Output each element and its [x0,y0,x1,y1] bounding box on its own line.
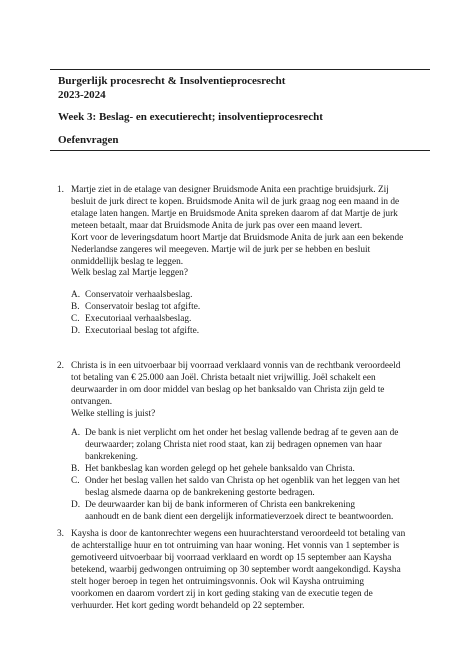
question-line: de achterstallige huur en tot ontruiming van haar woning. Het vonnis van 1 september is [71,541,400,551]
course-title: Burgerlijk procesrecht & Insolventieprocesrecht [58,75,286,87]
option-letter: B. [71,302,80,312]
question-line: Martje ziet in de etalage van designer Bruidsmode Anita een prachtige bruidsjurk. Zij [71,185,389,195]
question-number: 2. [57,361,64,371]
option-text: beslag alsmede daarna op de bankrekening gestorte bedragen. [85,488,315,498]
question-line: etalage laten hangen. Martje en Bruidsmode Anita spreken daarom af dat Martje de jurk [71,209,398,219]
question-line: tot betaling van € 25.000 aan Joël. Christa betaalt niet vrijwillig. Joël schakelt een [71,373,376,383]
academic-year: 2023-2024 [58,89,106,101]
option-letter: C. [71,314,80,324]
option-letter: B. [71,464,80,474]
option-text: De deurwaarder kan bij de bank informeren of Christa een bankrekening [85,500,356,510]
question-line: onmiddellijk beslag te leggen. [71,257,184,267]
question-line: Christa is in een uitvoerbaar bij voorraad verklaard vonnis van de rechtbank veroordeeld [71,361,401,371]
option-text: Executoriaal beslag tot afgifte. [85,326,200,336]
option-letter: A. [71,290,81,300]
option-text: aanhoudt en de bank dient een dergelijk informatieverzoek direct te beantwoorden. [85,512,394,522]
question-number: 1. [57,185,64,195]
option-text: De bank is niet verplicht om het onder het beslag vallende bedrag af te geven aan de [85,428,399,438]
option-text: Conservatoir beslag tot afgifte. [85,302,201,312]
option-text: Executoriaal verhaalsbeslag. [85,314,192,324]
option-text: Conservatoir verhaalsbeslag. [85,290,193,300]
question-line: verhuurder. Het kort geding wordt behandeld op 22 september. [71,601,305,611]
week-title: Week 3: Beslag- en executierecht; insolventieprocesrecht [58,111,323,123]
option-text: Het bankbeslag kan worden gelegd op het gehele banksaldo van Christa. [85,464,355,474]
question-line: ontvangen. [71,397,113,407]
question-line: meteen betaalt, maar dat Bruidsmode Anita de jurk pas over een maand levert. [71,221,363,231]
question-line: Nederlandse zangeres wil meegeven. Martje wil de jurk per se hebben en besluit [71,245,371,255]
question-line: Kort voor de leveringsdatum hoort Martje dat Bruidsmode Anita de jurk aan een bekende [71,233,404,243]
section-title: Oefenvragen [58,134,119,146]
option-text: Onder het beslag vallen het saldo van Christa op het ogenblik van het leggen van het [85,476,400,486]
question-prompt: Welk beslag zal Martje leggen? [71,268,188,278]
question-line: betekend, waarbij gedwongen ontruiming op 30 september wordt aangekondigd. Kaysha [71,565,401,575]
question-line: Kaysha is door de kantonrechter wegens een huurachterstand veroordeeld tot betaling van [71,529,406,539]
question-prompt: Welke stelling is juist? [71,409,156,419]
question-line: gemotiveerd uitvoerbaar bij voorraad verklaard en wordt op 15 september aan Kaysha [71,553,392,563]
question-line: stelt hoger beroep in tegen het ontruimingsvonnis. Ook wil Kaysha ontruiming [71,577,365,587]
option-text: deurwaarder; zolang Christa niet rood staat, kan zij bedragen opnemen van haar [85,440,382,450]
question-line: deurwaarder in om door middel van beslag op het banksaldo van Christa zijn geld te [71,385,385,395]
option-letter: C. [71,476,80,486]
option-letter: D. [71,326,81,336]
question-number: 3. [57,529,64,539]
question-line: besluit de jurk direct te kopen. Bruidsmode Anita wil de jurk graag nog een maand in de [71,197,400,207]
option-letter: D. [71,500,81,510]
option-text: bankrekening. [85,452,138,462]
option-letter: A. [71,428,81,438]
question-line: voorkomen en daarom vordert zij in kort geding staking van de executie tegen de [71,589,373,599]
